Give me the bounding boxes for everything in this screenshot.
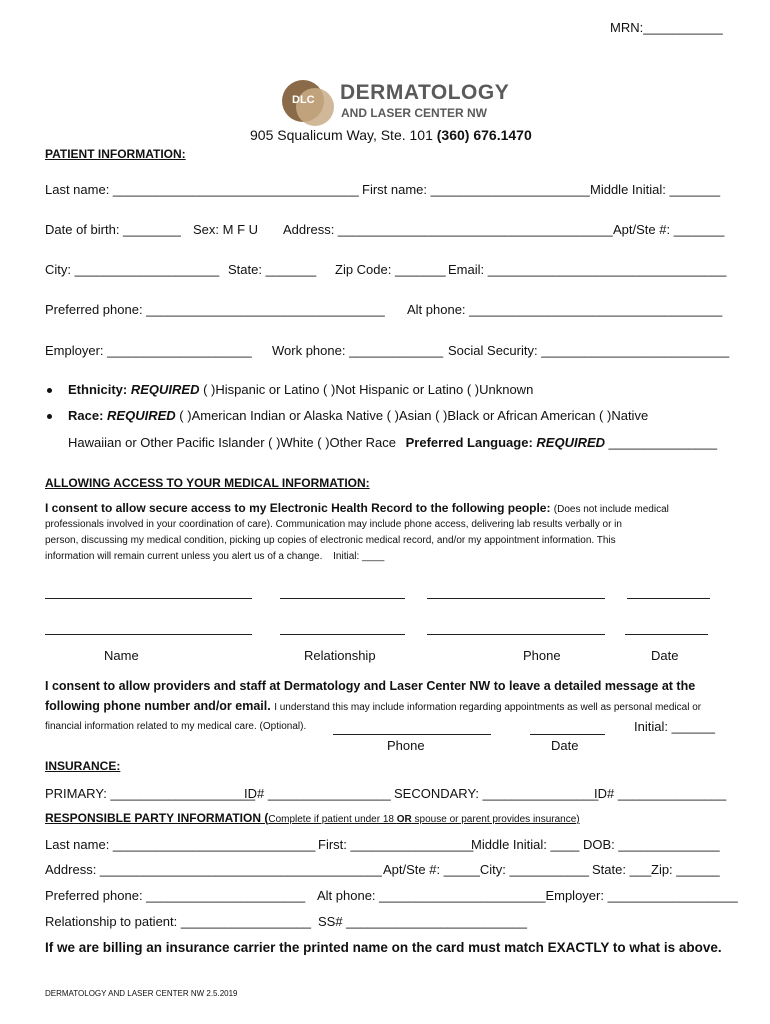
col-date-label: Date <box>651 648 679 663</box>
preferred-phone-field[interactable]: Preferred phone: _________________________________ <box>45 302 385 317</box>
contact-phone-line-1[interactable] <box>427 598 605 599</box>
ethnicity-row <box>68 382 533 397</box>
message-consent-line-3: financial information related to my medical care. (Optional). <box>45 721 307 732</box>
mrn-field: MRN:___________ <box>610 20 723 35</box>
email-field[interactable]: Email: _________________________________ <box>448 262 727 277</box>
col-relationship-label: Relationship <box>304 648 376 663</box>
contact-date-line-1[interactable] <box>627 598 710 599</box>
employer-field[interactable]: Employer: ____________________ <box>45 343 252 358</box>
ssn-field[interactable]: Social Security: __________________________ <box>448 343 730 358</box>
work-phone-field[interactable]: Work phone: _____________ <box>272 343 444 358</box>
dob-field[interactable]: Date of birth: ________ <box>45 222 181 237</box>
bullet-icon <box>47 388 52 393</box>
zip-field[interactable]: Zip Code: _______ <box>335 262 446 277</box>
message-phone-line[interactable] <box>333 734 491 735</box>
city-field[interactable]: City: ____________________ <box>45 262 220 277</box>
primary-insurance-field[interactable]: PRIMARY: ____________________ <box>45 786 256 801</box>
responsible-note-2: spouse or parent provides insurance) <box>411 814 580 825</box>
contact-name-line-2[interactable] <box>45 634 252 635</box>
contact-name-line-1[interactable] <box>45 598 252 599</box>
message-date-line[interactable] <box>530 734 605 735</box>
rp-first-name-field[interactable]: First: _________________ <box>318 837 474 852</box>
language-required: REQUIRED <box>536 435 606 450</box>
rp-last-name-field[interactable]: Last name: ____________________________ <box>45 837 316 852</box>
race-options-2[interactable]: Hawaiian or Other Pacific Islander ( )White ( )Other Race <box>68 435 396 450</box>
address-text: 905 Squalicum Way, Ste. 101 <box>250 127 433 143</box>
ethnicity-options[interactable]: ( )Hispanic or Latino ( )Not Hispanic or Latino ( )Unknown <box>203 382 534 397</box>
race-required: REQUIRED <box>107 408 176 423</box>
alt-phone-field[interactable]: Alt phone: ___________________________________ <box>407 302 723 317</box>
responsible-heading <box>45 811 580 825</box>
col-phone-label: Phone <box>523 648 561 663</box>
rp-middle-initial-field[interactable]: Middle Initial: ____ <box>471 837 580 852</box>
consent-bold: I consent to allow secure access to my Electronic Health Record to the following people: <box>45 501 551 515</box>
consent-initial-field[interactable]: Initial: ____ <box>333 551 385 562</box>
language-field[interactable]: _______________ <box>608 435 718 450</box>
responsible-note-1: Complete if patient under 18 <box>268 814 397 825</box>
consent-line-1 <box>45 501 669 515</box>
logo <box>282 78 510 132</box>
secondary-insurance-field[interactable]: SECONDARY: ________________ <box>394 786 599 801</box>
access-heading: ALLOWING ACCESS TO YOUR MEDICAL INFORMATION: <box>45 476 370 490</box>
logo-line1: DERMATOLOGY <box>340 81 510 104</box>
message-phone-label: Phone <box>387 738 425 753</box>
message-initial-blank[interactable]: ______ <box>671 719 715 734</box>
address-field[interactable]: Address: ______________________________________ <box>283 222 613 237</box>
message-consent-line-2 <box>45 699 701 713</box>
consent-line-3: person, discussing my medical condition, picking up copies of electronic medical record, and/or my appointment information. This <box>45 535 616 546</box>
col-name-label: Name <box>104 648 139 663</box>
ethnicity-label: Ethnicity: <box>68 382 128 397</box>
message-initial-label: Initial: <box>634 719 668 734</box>
rp-preferred-phone-field[interactable]: Preferred phone: ______________________ <box>45 888 306 903</box>
message-consent-small: I understand this may include information regarding appointments as well as personal medical or <box>274 702 702 713</box>
responsible-heading-text: RESPONSIBLE PARTY INFORMATION ( <box>45 811 269 825</box>
sex-field[interactable]: Sex: M F U <box>193 222 259 237</box>
consent-line-4 <box>45 551 384 562</box>
middle-initial-field[interactable]: Middle Initial: _______ <box>590 182 721 197</box>
responsible-note-or: OR <box>396 814 412 825</box>
insurance-heading: INSURANCE: <box>45 759 121 773</box>
footer: DERMATOLOGY AND LASER CENTER NW 2.5.2019 <box>45 989 238 998</box>
consent-line-4-text: information will remain current unless you alert us of a change. <box>45 551 323 562</box>
rp-ssn-field[interactable]: SS# _________________________ <box>318 914 527 929</box>
rp-relationship-field[interactable]: Relationship to patient: __________________ <box>45 914 312 929</box>
rp-state-field[interactable]: State: ___ <box>592 862 652 877</box>
phone-text: (360) 676.1470 <box>436 127 532 143</box>
rp-dob-field[interactable]: DOB: ______________ <box>583 837 720 852</box>
contact-date-line-2[interactable] <box>625 634 708 635</box>
language-label: Preferred Language: <box>405 435 533 450</box>
logo-line2: AND LASER CENTER NW <box>341 106 487 120</box>
rp-address-field[interactable]: Address: _______________________________________ <box>45 862 382 877</box>
message-date-label: Date <box>551 738 579 753</box>
last-name-field[interactable]: Last name: __________________________________ <box>45 182 359 197</box>
race-options[interactable]: ( )American Indian or Alaska Native ( )Asian ( )Black or African American ( )Native <box>179 408 649 423</box>
first-name-field[interactable]: First name: ______________________ <box>362 182 590 197</box>
rp-apt-city-field[interactable]: Apt/Ste #: _____City: ___________ <box>383 862 589 877</box>
ethnicity-required: REQUIRED <box>130 382 200 397</box>
primary-id-field[interactable]: ID# _________________ <box>244 786 391 801</box>
bullet-icon <box>47 414 52 419</box>
message-initial[interactable] <box>634 719 715 734</box>
contact-relationship-line-1[interactable] <box>280 598 405 599</box>
contact-relationship-line-2[interactable] <box>280 634 405 635</box>
consent-line-2: professionals involved in your coordination of care). Communication may include phone access, delivering lab results verbally or in <box>45 519 622 530</box>
race-label: Race: <box>68 408 104 423</box>
state-field[interactable]: State: _______ <box>228 262 317 277</box>
message-consent-line-1: I consent to allow providers and staff at Dermatology and Laser Center NW to leave a detailed message at the <box>45 679 696 693</box>
rp-alt-phone-employer-field[interactable]: Alt phone: _______________________Employer: __________________ <box>317 888 738 903</box>
apt-field[interactable]: Apt/Ste #: _______ <box>613 222 725 237</box>
patient-info-heading: PATIENT INFORMATION: <box>45 147 186 161</box>
rp-zip-field[interactable]: Zip: ______ <box>651 862 720 877</box>
consent-paren: (Does not include medical <box>553 504 669 515</box>
contact-phone-line-2[interactable] <box>427 634 605 635</box>
message-consent-bold: following phone number and/or email. <box>45 699 271 713</box>
billing-notice: If we are billing an insurance carrier the printed name on the card must match EXACTLY to what is above. <box>45 940 722 955</box>
logo-badge: DLC <box>292 94 315 106</box>
secondary-id-field[interactable]: ID# _______________ <box>594 786 727 801</box>
race-row <box>68 408 648 423</box>
clinic-address <box>250 127 532 143</box>
race-row-2 <box>68 435 717 450</box>
